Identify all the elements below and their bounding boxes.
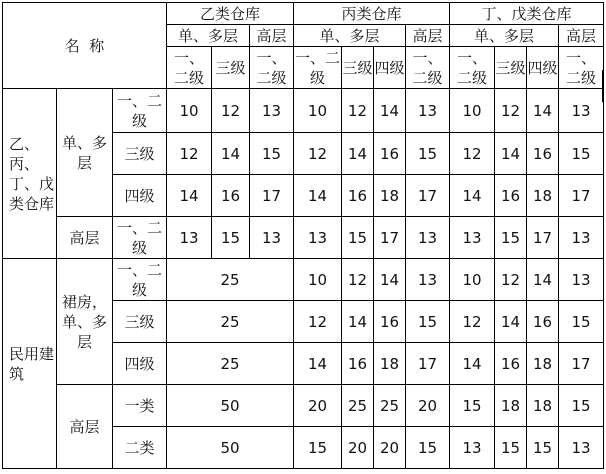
value-cell: 12 <box>294 133 342 175</box>
section-a-high-label: 高层 <box>57 217 113 259</box>
value-cell: 25 <box>374 385 406 427</box>
value-cell: 14 <box>374 259 406 301</box>
value-cell: 17 <box>559 343 604 385</box>
value-cell: 13 <box>450 217 495 259</box>
merged-value-cell: 25 <box>167 259 294 301</box>
value-cell: 14 <box>294 175 342 217</box>
value-cell: 14 <box>495 133 527 175</box>
grade-header: 一、二级 <box>450 47 495 89</box>
row-grade: 四级 <box>113 175 167 217</box>
value-cell: 10 <box>450 259 495 301</box>
value-cell: 16 <box>342 175 374 217</box>
grade-header: 三级 <box>495 47 527 89</box>
value-cell: 20 <box>406 385 450 427</box>
sub-high-yi: 高层 <box>250 25 294 47</box>
value-cell: 20 <box>374 427 406 469</box>
sub-multi-yi: 单、多层 <box>167 25 250 47</box>
value-cell: 15 <box>495 217 527 259</box>
value-cell: 13 <box>559 427 604 469</box>
value-cell: 15 <box>450 385 495 427</box>
value-cell: 14 <box>450 343 495 385</box>
merged-value-cell: 25 <box>167 301 294 343</box>
value-cell: 25 <box>342 385 374 427</box>
sub-high-bing: 高层 <box>406 25 450 47</box>
grade-header: 一、二级 <box>250 47 294 89</box>
row-grade: 一、二级 <box>113 217 167 259</box>
grade-header: 四级 <box>374 47 406 89</box>
row-grade: 四级 <box>113 343 167 385</box>
merged-value-cell: 25 <box>167 343 294 385</box>
sub-multi-bing: 单、多层 <box>294 25 406 47</box>
value-cell: 13 <box>406 259 450 301</box>
section-b-multi-label: 裙房，单、多层 <box>57 259 113 385</box>
value-cell: 18 <box>495 385 527 427</box>
group-header-ding-wu: 丁、戊类仓库 <box>450 3 604 25</box>
value-cell: 13 <box>406 89 450 133</box>
value-cell: 12 <box>294 301 342 343</box>
value-cell: 13 <box>450 427 495 469</box>
value-cell: 12 <box>212 89 250 133</box>
grade-header: 一、二级 <box>167 47 212 89</box>
grade-header: 一、二级 <box>295 48 341 87</box>
value-cell: 13 <box>250 217 294 259</box>
value-cell: 14 <box>495 301 527 343</box>
merged-value-cell: 50 <box>167 385 294 427</box>
spacing-table <box>2 2 604 469</box>
value-cell: 13 <box>167 217 212 259</box>
value-cell: 16 <box>527 133 559 175</box>
row-grade: 三级 <box>113 301 167 343</box>
grade-header: 三级 <box>342 47 374 89</box>
name-header <box>3 3 167 89</box>
value-cell: 13 <box>559 217 604 259</box>
group-header-bing: 丙类仓库 <box>294 3 450 25</box>
value-cell: 12 <box>450 133 495 175</box>
value-cell: 16 <box>495 175 527 217</box>
grade-header: 一、二级 <box>406 47 450 89</box>
value-cell: 14 <box>212 133 250 175</box>
row-grade: 一、二级 <box>113 89 167 133</box>
value-cell: 14 <box>294 343 342 385</box>
value-cell: 15 <box>559 301 604 343</box>
edge-marker <box>602 70 604 102</box>
value-cell: 17 <box>374 217 406 259</box>
value-cell: 16 <box>374 301 406 343</box>
value-cell: 13 <box>559 89 604 133</box>
value-cell: 17 <box>559 175 604 217</box>
value-cell: 16 <box>342 343 374 385</box>
value-cell: 18 <box>374 343 406 385</box>
value-cell: 14 <box>342 301 374 343</box>
value-cell: 12 <box>450 301 495 343</box>
value-cell: 17 <box>250 175 294 217</box>
value-cell: 18 <box>527 343 559 385</box>
value-cell: 14 <box>527 89 559 133</box>
value-cell: 14 <box>374 89 406 133</box>
row-grade: 二类 <box>113 427 167 469</box>
value-cell: 10 <box>450 89 495 133</box>
value-cell: 16 <box>212 175 250 217</box>
value-cell: 14 <box>527 259 559 301</box>
value-cell: 18 <box>527 385 559 427</box>
value-cell: 15 <box>406 427 450 469</box>
value-cell: 13 <box>294 217 342 259</box>
row-grade: 一类 <box>113 385 167 427</box>
section-a-label: 乙、丙、丁、戊类仓库 <box>3 89 57 259</box>
value-cell: 17 <box>527 217 559 259</box>
value-cell: 13 <box>250 89 294 133</box>
sub-multi-ding: 单、多层 <box>450 25 559 47</box>
value-cell: 15 <box>250 133 294 175</box>
row-grade: 一、二级 <box>113 259 167 301</box>
value-cell: 20 <box>294 385 342 427</box>
merged-value-cell: 50 <box>167 427 294 469</box>
value-cell: 14 <box>450 175 495 217</box>
value-cell: 12 <box>495 259 527 301</box>
value-cell: 13 <box>406 217 450 259</box>
value-cell: 16 <box>527 301 559 343</box>
value-cell: 18 <box>374 175 406 217</box>
value-cell: 18 <box>527 175 559 217</box>
value-cell: 15 <box>406 133 450 175</box>
grade-header: 一、二级 <box>559 47 604 89</box>
value-cell: 13 <box>559 259 604 301</box>
name-header-label: 名 称 <box>64 36 105 55</box>
value-cell: 10 <box>167 89 212 133</box>
sub-high-ding: 高层 <box>559 25 604 47</box>
value-cell: 15 <box>559 385 604 427</box>
value-cell: 15 <box>342 217 374 259</box>
value-cell: 16 <box>374 133 406 175</box>
row-grade: 三级 <box>113 133 167 175</box>
grade-header: 四级 <box>527 47 559 89</box>
value-cell: 10 <box>294 89 342 133</box>
section-a-multi-label: 单、多层 <box>57 89 113 217</box>
value-cell: 16 <box>495 343 527 385</box>
value-cell: 15 <box>212 217 250 259</box>
value-cell: 12 <box>342 89 374 133</box>
section-b-high-label: 高层 <box>57 385 113 469</box>
value-cell: 15 <box>559 133 604 175</box>
value-cell: 14 <box>342 133 374 175</box>
value-cell: 12 <box>495 89 527 133</box>
value-cell: 15 <box>294 427 342 469</box>
value-cell: 17 <box>406 343 450 385</box>
value-cell: 10 <box>294 259 342 301</box>
value-cell: 17 <box>406 175 450 217</box>
value-cell: 12 <box>342 259 374 301</box>
value-cell: 14 <box>167 175 212 217</box>
value-cell: 20 <box>342 427 374 469</box>
value-cell: 15 <box>406 301 450 343</box>
value-cell: 15 <box>527 427 559 469</box>
group-header-yi: 乙类仓库 <box>167 3 294 25</box>
grade-header: 三级 <box>212 47 250 89</box>
value-cell: 12 <box>167 133 212 175</box>
value-cell: 15 <box>495 427 527 469</box>
section-b-label: 民用建筑 <box>3 259 57 469</box>
